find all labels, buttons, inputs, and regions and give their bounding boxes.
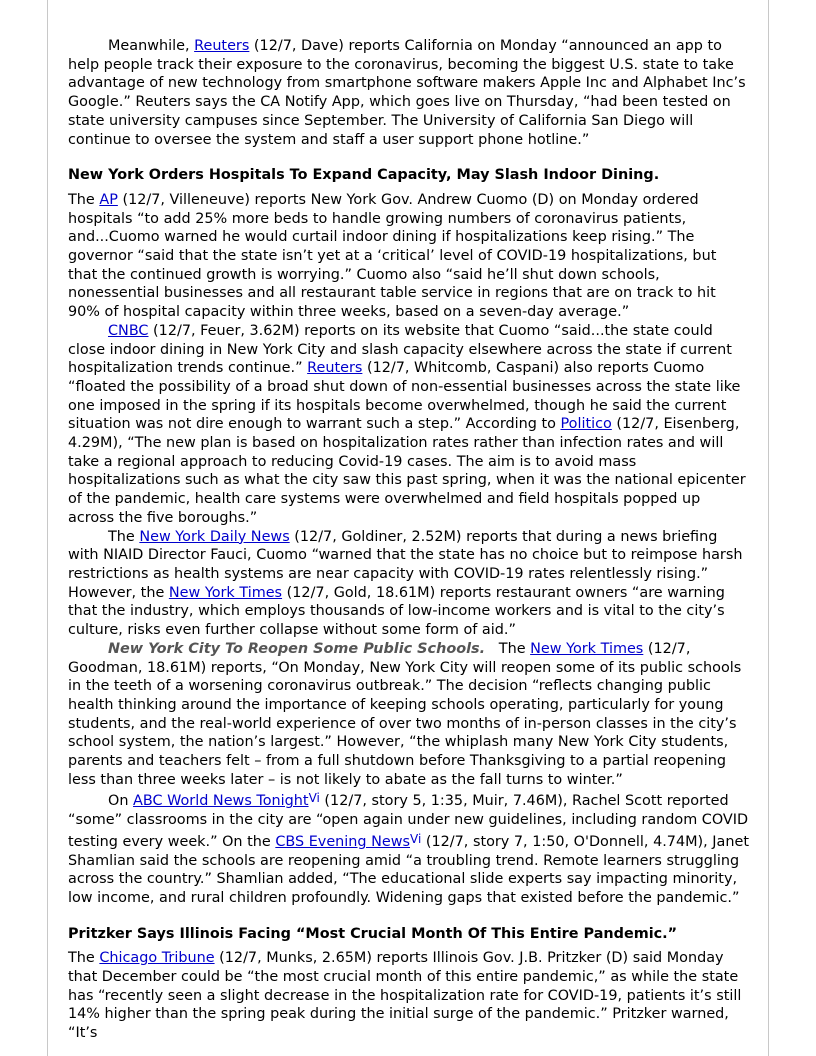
paragraph-california-app: Meanwhile, Reuters (12/7, Dave) reports California on Monday “announced an app to help people track their exposure to the coronavirus, becoming the biggest U.S. state to take advantage of new technology from smartphone software makers Apple Inc and Alphabet Inc’s Google.” Reuters says the CA Notify App, which goes live on Thursday, “had been tested on state university campuses since September. The University of California San Diego will continue to oversee the system and staff a user support phone hotline.”	[68, 38, 746, 148]
paragraph-nyc-schools: New York City To Reopen Some Public Schools. The New York Times (12/7, Goodman, 18.61M) reports, “On Monday, New York City will reopen some of its public schools in the teeth of a worsening coronavirus outbreak.” The decision “reflects changing public health thinking around the importance of keeping schools operating, particularly for young students, and the real-world experience of over two months of in-person classes in the city’s school system, the nation’s largest.” However, “the whiplash many New York City students, parents and teachers felt – from a full shutdown before Thanksgiving to a partial reopening less than three weeks later – is not likely to abate as the fall turns to winter.”	[68, 640, 742, 788]
link-chicago-tribune[interactable]: Chicago Tribune	[99, 950, 215, 967]
right-margin-rule	[768, 0, 769, 1056]
link-politico[interactable]: Politico	[560, 416, 612, 433]
link-new-york-times-2[interactable]: New York Times	[530, 640, 644, 657]
paragraph-cnbc-reuters-politico: CNBC (12/7, Feuer, 3.62M) reports on its website that Cuomo “said...the state could close indoor dining in New York City and slash capacity elsewhere across the state if current hospitalization trends continue.” Reuters (12/7, Whitcomb, Caspani) also reports Cuomo “floated the possibility of a broad shut down of non-essential businesses across the state like one imposed in the spring if its hospitals become overwhelmed, though he said the current situation was not dire enough to warrant such a step.” According to Politico (12/7, Eisenberg, 4.29M), “The new plan is based on hospitalization rates rather than infection rates and will take a regional approach to reducing Covid-19 cases. The aim is to avoid mass hospitalizations such as what the city saw this past spring, when it was the national epicenter of the pandemic, health care systems were overwhelmed and field hospitals popped up across the five boroughs.”	[68, 322, 746, 526]
link-ap[interactable]: AP	[99, 191, 118, 208]
headline-pritzker-illinois: Pritzker Says Illinois Facing “Most Crucial Month Of This Entire Pandemic.”	[68, 925, 678, 942]
video-indicator-icon[interactable]: Vi	[308, 791, 320, 806]
link-new-york-daily-news[interactable]: New York Daily News	[139, 528, 290, 545]
subheading-nyc-schools: New York City To Reopen Some Public Schools.	[108, 640, 486, 657]
link-abc-world-news-tonight[interactable]: ABC World News Tonight	[133, 793, 309, 810]
link-cnbc[interactable]: CNBC	[108, 322, 149, 339]
video-indicator-icon[interactable]: Vi	[410, 831, 422, 846]
paragraph-chicago-tribune: The Chicago Tribune (12/7, Munks, 2.65M) reports Illinois Gov. J.B. Pritzker (D) said Monday that December could be “the most crucial month of this entire pandemic,” as while the state has “recently seen a slight decrease in the hospitalization rate for COVID-19, patients it’s still 14% higher than the spring peak during the initial surge of the pandemic.” Pritzker warned, “It’s	[68, 950, 742, 1042]
link-reuters[interactable]: Reuters	[194, 38, 250, 54]
document-body	[68, 37, 750, 1043]
link-new-york-times[interactable]: New York Times	[168, 584, 283, 601]
headline-new-york-hospitals: New York Orders Hospitals To Expand Capacity, May Slash Indoor Dining.	[68, 167, 660, 184]
paragraph-daily-news-nyt: The New York Daily News (12/7, Goldiner, 2.52M) reports that during a news briefing with NIAID Director Fauci, Cuomo “warned that the state has no choice but to reimpose harsh restrictions as health systems are near capacity with COVID-19 rates relentlessly rising.” However, the New York Times (12/7, Gold, 18.61M) reports restaurant owners “are warning that the industry, which employs thousands of low-income workers and is vital to the city’s culture, risks even further collapse without some form of aid.”	[68, 528, 743, 639]
left-margin-rule	[47, 0, 48, 1056]
paragraph-tv-coverage: On ABC World News Tonight$^{Vi}$ (12/7, story 5, 1:35, Muir, 7.46M), Rachel Scott reported “some” classrooms in the city are “open again under new guidelines, including random COVID testing every week.” On the CBS Evening News$^{Vi}$ (12/7, story 7, 1:50, O'Donnell, 4.74M), Janet Shamlian said the schools are reopening amid “a troubling trend. Remote learners struggling across the country.” Shamlian added, “The educational slide experts say impacting minority, low income, and rural children profoundly. Widening gaps that existed before the pandemic.”	[68, 791, 749, 906]
paragraph-ap-cuomo: The AP (12/7, Villeneuve) reports New York Gov. Andrew Cuomo (D) on Monday ordered hospitals “to add 25% more beds to handle growing numbers of coronavirus patients, and...Cuomo warned he would curtail indoor dining if hospitalizations keep rising.” The governor “said that the state isn’t yet at a ‘critical’ level of COVID-19 hospitalizations, but that the continued growth is worrying.” Cuomo also “said he’ll shut down schools, nonessential businesses and all restaurant table service in regions that are on track to hit 90% of hospital capacity within three weeks, based on a seven-day average.”	[68, 191, 717, 321]
link-cbs-evening-news[interactable]: CBS Evening News	[275, 833, 411, 850]
link-reuters-2[interactable]: Reuters	[307, 360, 363, 377]
